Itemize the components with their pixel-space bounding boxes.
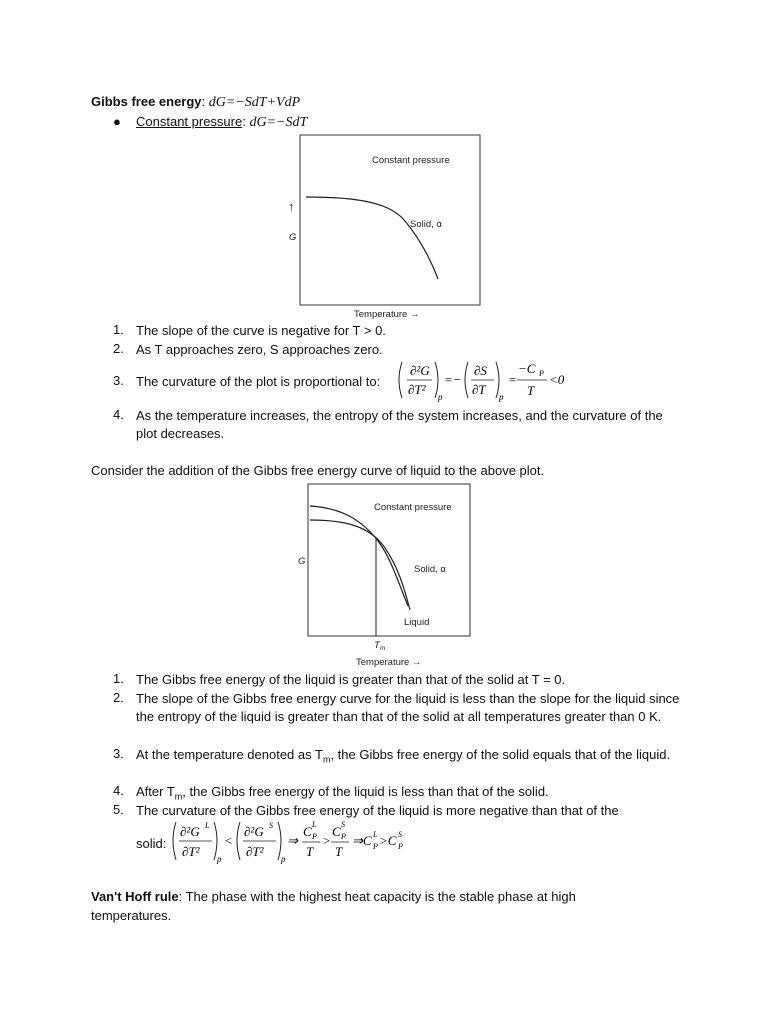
heading-label: Gibbs free energy [91, 94, 202, 109]
eq2-final-s-sub: P [398, 842, 403, 851]
eq2-implies-1: ⇒ [287, 833, 298, 848]
eq2-T-2: T [335, 844, 343, 859]
figure1-ylabel: G [289, 232, 297, 243]
eq2-p-1: p [217, 854, 222, 864]
eq1-numerator-2: ∂S [474, 363, 487, 378]
list2-num-2: 2. [113, 690, 124, 705]
figure2-liquid-label: Liquid [404, 617, 430, 628]
list2-num-1: 1. [113, 671, 124, 686]
eq2-t2-1: ∂T² [182, 844, 200, 859]
list1-num-2: 2. [113, 341, 124, 356]
figure2-title: Constant pressure [374, 502, 452, 513]
list1-item-3: The curvature of the plot is proportional to: [136, 374, 381, 389]
list2-item-3-b: , the Gibbs free energy of the solid equals that of the liquid. [330, 747, 671, 762]
eq1-denominator-2: ∂T [472, 382, 486, 397]
consider-text: Consider the addition of the Gibbs free energy curve of liquid to the above plot. [91, 463, 545, 478]
eq2-final-gt: >C [379, 833, 397, 848]
equation-heat-capacity [170, 818, 430, 866]
bullet-label: Constant pressure [136, 114, 243, 129]
eq1-sub-p-2: p [499, 392, 504, 402]
list2-item-1: The Gibbs free energy of the liquid is greater than that of the solid at T = 0. [136, 672, 566, 687]
list1-num-3: 3. [113, 373, 124, 388]
eq1-cp-sub: P [539, 369, 544, 378]
eq2-cpl-sup: L [312, 820, 317, 829]
eq1-equals: = [508, 372, 517, 387]
eq2-p-2: p [281, 854, 286, 864]
eq2-gl: ∂²G [180, 824, 200, 839]
figure2-tm-sub: m [380, 645, 386, 652]
figure2-ylabel: G [298, 556, 306, 567]
heading-equation: dG=−SdT+VdP [208, 95, 301, 110]
eq2-final-l-sub: P [373, 842, 378, 851]
list1-item-4: As the temperature increases, the entropy of the system increases, and the curvature of the plot decreases. [136, 408, 663, 441]
vant-hoff-paragraph [91, 887, 651, 925]
eq1-equals-minus: =− [444, 372, 462, 387]
eq2-cpl: C [303, 824, 312, 839]
list2-item-3-a: At the temperature denoted as T [136, 747, 323, 762]
eq1-numerator-1: ∂²G [410, 363, 430, 378]
eq2-t2-2: ∂T² [246, 844, 264, 859]
eq2-gt: > [322, 833, 331, 848]
figure1-curve-label: Solid, α [410, 219, 442, 230]
list2-item-4-b: , the Gibbs free energy of the liquid is less than that of the solid. [182, 784, 549, 799]
heading-line [91, 94, 300, 111]
bullet-marker: ● [113, 114, 121, 129]
vant-hoff-text: : The phase with the highest heat capacity is the stable phase at high temperatures. [91, 889, 576, 923]
eq2-T-1: T [306, 844, 314, 859]
eq1-sub-p-1: p [438, 392, 443, 402]
list2-num-4: 4. [113, 783, 124, 798]
figure-solid-liquid-gibbs [290, 482, 490, 668]
list2-item-5: The curvature of the Gibbs free energy of the liquid is more negative than that of the [136, 803, 619, 818]
figure-solid-gibbs [280, 133, 490, 321]
figure1-solid-curve [306, 197, 438, 279]
list2-item-4-sub: m [174, 791, 183, 802]
eq2-cps: C [332, 824, 341, 839]
list2-num-5: 5. [113, 802, 124, 817]
figure1-xlabel: Temperature → [354, 309, 420, 320]
list1-item-1: The slope of the curve is negative for T > 0. [136, 323, 386, 338]
eq2-cps-sup: S [341, 820, 345, 829]
figure2-tm-label: T [374, 640, 380, 651]
list1-item-2: As T approaches zero, S approaches zero. [136, 342, 383, 357]
equation-curvature [396, 358, 596, 404]
eq2-gs-sup: S [269, 821, 273, 830]
list1-num-4: 4. [113, 407, 124, 422]
list1-num-1: 1. [113, 322, 124, 337]
eq1-lt0: <0 [549, 372, 565, 387]
eq2-gs: ∂²G [244, 824, 264, 839]
eq1-denominator-1: ∂T² [408, 382, 426, 397]
eq2-gl-sup: L [205, 821, 210, 830]
eq2-cpl-sub: P [312, 832, 317, 841]
list2-item-3 [136, 746, 681, 769]
heading-colon: : [201, 94, 206, 109]
bullet-line [136, 114, 307, 131]
eq2-lt: < [224, 833, 233, 848]
list2-num-3: 3. [113, 746, 124, 761]
list2-item-2: The slope of the Gibbs free energy curve for the liquid is less than the slope for the liquid since the entropy of the liquid is greater than that of the solid at all temperatures greater than 0 K. [136, 691, 680, 724]
figure1-y-arrow: ↑ [288, 199, 295, 214]
list2-item-3-sub: m [322, 754, 331, 765]
figure2-xlabel: Temperature → [356, 657, 422, 668]
list2-item-4-a: After T [136, 784, 175, 799]
eq2-cps-sub: P [341, 832, 346, 841]
eq2-final: ⇒C [352, 833, 372, 848]
bullet-equation: dG=−SdT [249, 115, 308, 130]
eq1-T: T [527, 383, 535, 398]
bullet-colon: : [242, 114, 246, 129]
vant-hoff-label: Van't Hoff rule [91, 889, 179, 904]
figure1-title: Constant pressure [372, 155, 450, 166]
figure2-solid-label: Solid, α [414, 564, 446, 575]
eq1-minus-cp: −C [518, 361, 536, 376]
eq2-final-l-sup: L [373, 830, 378, 839]
figure2-solid-curve [310, 520, 410, 610]
eq2-prefix: solid: [136, 836, 167, 851]
eq2-final-s-sup: S [398, 830, 402, 839]
